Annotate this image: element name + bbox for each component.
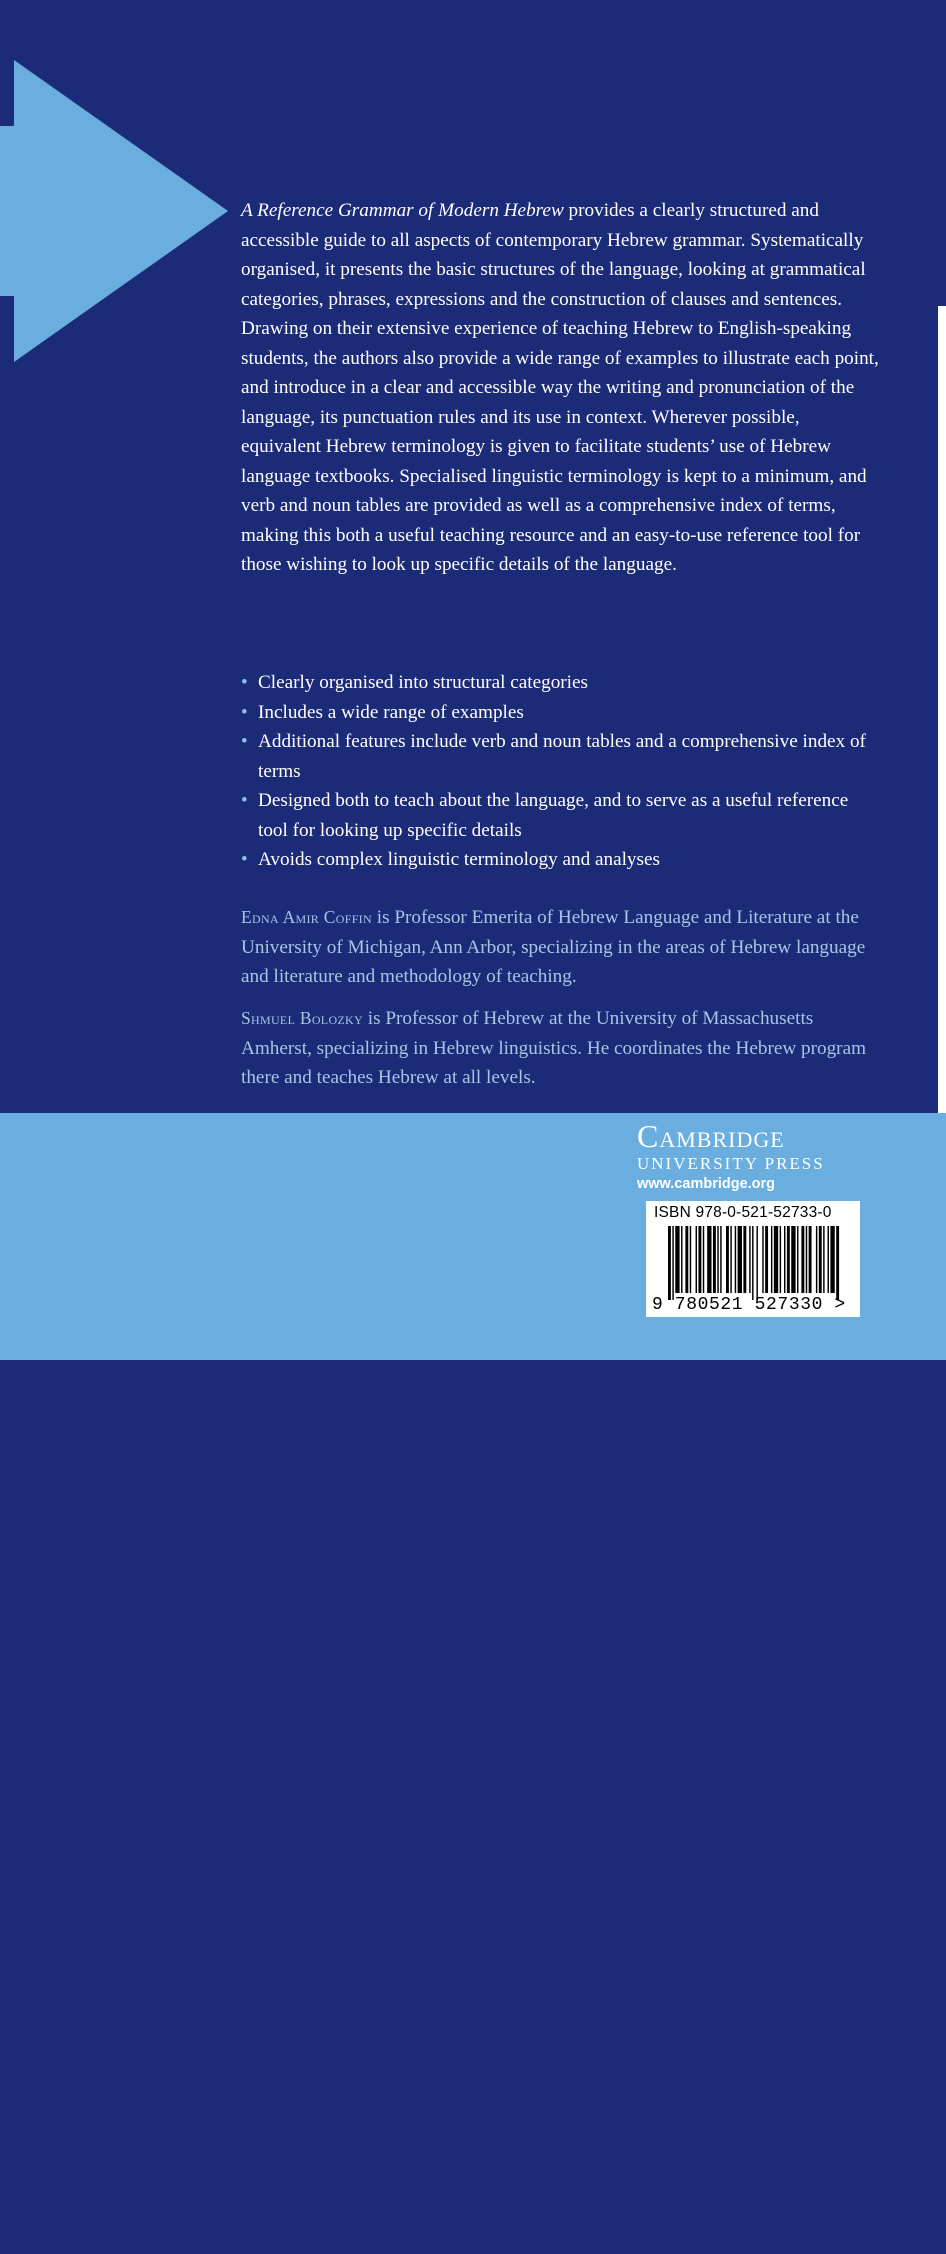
author-bio-coffin — [241, 903, 881, 992]
bullet-icon: • — [241, 672, 248, 693]
barcode-bar — [823, 1226, 824, 1293]
barcode-bar — [797, 1226, 798, 1293]
barcode-bar — [819, 1226, 822, 1293]
barcode-bar — [801, 1226, 804, 1293]
barcode-bar — [756, 1226, 757, 1300]
bullet-icon: • — [241, 849, 248, 870]
barcode-bar — [735, 1226, 736, 1293]
bullet-icon: • — [241, 731, 248, 752]
barcode-bar — [774, 1226, 778, 1293]
description-body: provides a clearly structured and accessible guide to all aspects of contemporary Hebrew grammar. Systematically organised, it presents the basic structures of the language, looking at grammatical categories, phrases, expressions and the construction of clauses and sentences. Drawing on their extensive experience of teaching Hebrew to English-speaking students, the authors also provide a wide range of examples to illustrate each point, and introduce in a clear and accessible way the writing and pronunciation of the language, its punctuation rules and its use in context. Wherever possible, equivalent Hebrew terminology is given to facilitate students’ use of Hebrew language textbooks. Specialised linguistic terminology is kept to a minimum, and verb and noun tables are provided as well as a comprehensive index of terms, making this both a useful teaching resource and an easy-to-use reference tool for those wishing to look up specific details of the language. — [241, 200, 879, 575]
feature-item: • Avoids complex linguistic terminology and analyses — [241, 845, 881, 875]
bullet-icon: • — [241, 701, 248, 723]
barcode-bar — [717, 1226, 718, 1293]
barcode-bar — [787, 1226, 790, 1293]
barcode-bar — [749, 1226, 750, 1293]
publisher-url: www.cambridge.org — [637, 1176, 776, 1192]
barcode-bar — [730, 1226, 731, 1293]
bullet-icon: • — [241, 790, 248, 811]
author-bio-text: is Professor Emerita of Hebrew Language and Literature at the University of Michigan, Ann Arbor, specializing in the areas of Hebrew language and literature and methodology of teaching. — [241, 907, 866, 987]
barcode-bar — [765, 1226, 768, 1293]
barcode-bar — [771, 1226, 772, 1293]
book-title: A Reference Grammar of Modern Hebrew — [241, 200, 564, 221]
barcode-bar — [816, 1226, 817, 1293]
barcode-bar — [791, 1226, 795, 1293]
feature-list — [241, 668, 881, 875]
barcode-bar — [698, 1226, 701, 1293]
barcode-bar — [762, 1226, 763, 1293]
designer-credit: Designed by Joanne Barker — [241, 2237, 407, 2253]
feature-item: • Additional features include verb and noun tables and a comprehensive index of terms — [241, 727, 881, 786]
barcode-bar — [672, 1226, 673, 1300]
author-name: Edna Amir Coffin — [241, 907, 372, 927]
isbn-label: ISBN 978-0-521-52733-0 — [654, 1204, 832, 1221]
barcode-bar — [780, 1226, 781, 1293]
barcode-bar — [696, 1226, 697, 1293]
barcode-bar — [752, 1226, 753, 1300]
right-edge-strip-top — [938, 0, 946, 306]
book-description — [241, 196, 881, 580]
barcode-digits: 9 780521 527330 > — [652, 1295, 846, 1315]
barcode-bar — [690, 1226, 691, 1293]
barcode-bar — [707, 1226, 711, 1293]
barcode-bar — [784, 1226, 785, 1293]
barcode-bar — [828, 1226, 829, 1293]
barcode-bar — [685, 1226, 688, 1293]
barcode-box — [646, 1201, 860, 1317]
barcode-bar — [809, 1226, 812, 1293]
barcode-bar — [743, 1226, 746, 1293]
publisher-logo-subtitle: UNIVERSITY PRESS — [637, 1154, 825, 1173]
feature-item: • Designed both to teach about the language, and to serve as a useful reference tool for looking up specific details — [241, 786, 881, 845]
barcode-bar — [738, 1226, 742, 1293]
barcode-bar — [836, 1226, 839, 1300]
feature-item: • Includes a wide range of examples — [241, 698, 881, 728]
author-bio-text: is Professor of Hebrew at the University of Massachusetts Amherst, specializing in Hebrew linguistics. He coordinates the Hebrew program there and teaches Hebrew at all levels. — [241, 1008, 867, 1088]
arrow-icon — [0, 60, 232, 362]
barcode-bar — [681, 1226, 682, 1293]
barcode-bar — [720, 1226, 721, 1293]
author-name: Shmuel Bolozky — [241, 1008, 363, 1028]
author-bio-bolozky — [241, 1004, 881, 1093]
barcode-bar — [806, 1226, 807, 1293]
barcode-bar — [668, 1226, 671, 1300]
publisher-logo-name: Cambridge — [637, 1118, 785, 1154]
barcode-bar — [830, 1226, 834, 1293]
barcode-bar — [703, 1226, 704, 1293]
barcode-bar — [726, 1226, 729, 1293]
barcode-bar — [713, 1226, 716, 1293]
feature-item: • Clearly organised into structural categories — [241, 668, 881, 698]
barcode-bar — [675, 1226, 679, 1293]
